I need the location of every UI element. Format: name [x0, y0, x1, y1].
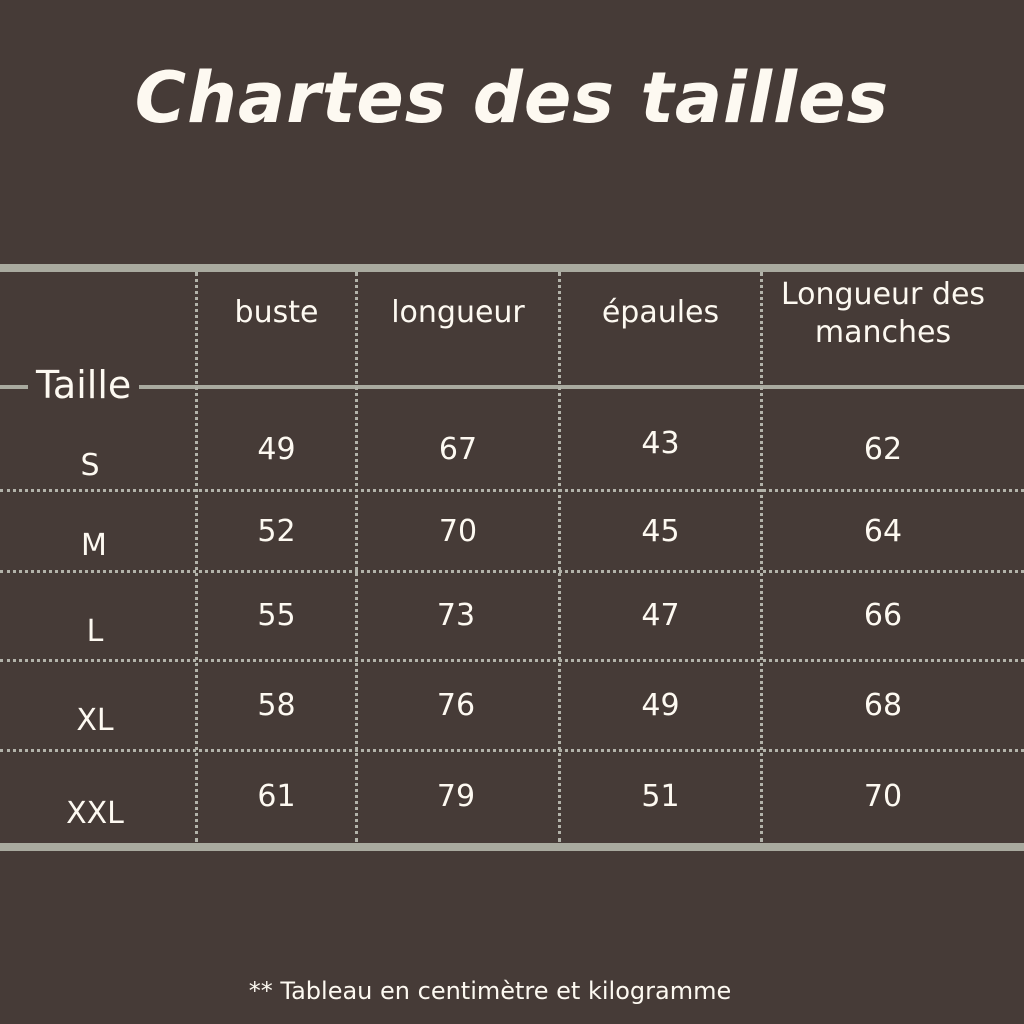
- value-longueur-manches: 70: [863, 779, 903, 814]
- size-label: XXL: [66, 796, 124, 831]
- column-divider: [760, 272, 763, 842]
- header-separator-rule: [0, 385, 1024, 389]
- value-buste: 55: [257, 598, 296, 633]
- value-buste: 52: [257, 514, 296, 549]
- column-divider: [558, 272, 561, 842]
- value-epaules: 47: [641, 598, 680, 633]
- table-bottom-rule: [0, 843, 1024, 851]
- value-longueur: 67: [438, 432, 478, 467]
- value-buste: 61: [257, 779, 296, 814]
- row-divider: [0, 570, 1024, 573]
- row-divider: [0, 659, 1024, 662]
- column-divider: [195, 272, 198, 842]
- value-buste: 49: [257, 432, 296, 467]
- column-header-epaules: épaules: [601, 295, 720, 330]
- footnote: ** Tableau en centimètre et kilogramme: [248, 977, 732, 1005]
- value-longueur: 76: [436, 688, 476, 723]
- row-divider: [0, 749, 1024, 752]
- value-longueur: 79: [436, 779, 476, 814]
- value-epaules: 51: [641, 779, 680, 814]
- size-label: XL: [76, 703, 114, 738]
- column-header-longueur-manches: Longueur des manches: [780, 277, 986, 350]
- value-epaules: 49: [641, 688, 680, 723]
- value-longueur: 70: [438, 514, 478, 549]
- size-label: L: [86, 614, 104, 649]
- value-longueur-manches: 66: [863, 598, 903, 633]
- table-top-rule: [0, 264, 1024, 272]
- value-longueur-manches: 62: [863, 432, 903, 467]
- column-header-buste: buste: [234, 295, 319, 330]
- page-title: Chartes des tailles: [134, 57, 890, 139]
- size-label: S: [80, 448, 100, 483]
- column-header-longueur: longueur: [391, 295, 525, 330]
- row-divider: [0, 489, 1024, 492]
- value-longueur-manches: 64: [863, 514, 903, 549]
- value-longueur-manches: 68: [863, 688, 903, 723]
- value-epaules: 43: [641, 426, 680, 461]
- value-epaules: 45: [641, 514, 680, 549]
- row-header-taille: Taille: [28, 362, 139, 408]
- value-longueur: 73: [436, 598, 476, 633]
- size-label: M: [81, 528, 107, 563]
- value-buste: 58: [257, 688, 296, 723]
- column-divider: [355, 272, 358, 842]
